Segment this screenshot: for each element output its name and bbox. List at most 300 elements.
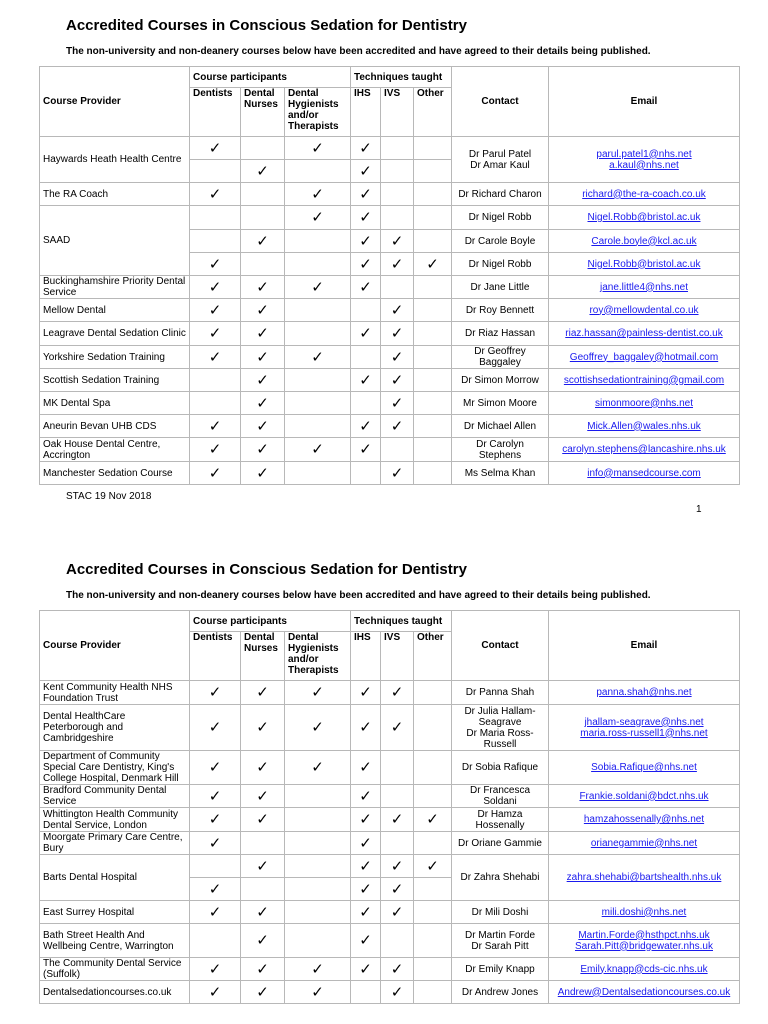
email-link[interactable]: hamzahossenally@nhs.net xyxy=(583,814,705,825)
email-cell xyxy=(549,369,740,392)
dental-nurses-cell xyxy=(241,438,285,462)
email-cell xyxy=(549,322,740,346)
check-icon: ✓ xyxy=(390,684,404,701)
check-icon: ✓ xyxy=(390,960,404,978)
ihs-cell xyxy=(351,681,381,705)
ivs-cell xyxy=(381,346,414,369)
dentists-cell xyxy=(190,751,241,785)
dentists-cell xyxy=(190,253,241,276)
contact-name: Dr Carole Boyle xyxy=(464,235,536,247)
check-icon: ✓ xyxy=(359,232,372,250)
contact-name: Dr Nigel Robb xyxy=(468,258,532,270)
other-cell xyxy=(414,206,452,230)
contact-name: Dr Maria Ross-Russell xyxy=(466,727,534,750)
ihs-cell xyxy=(351,253,381,276)
course-provider-cell: Oak House Dental Centre, Accrington xyxy=(40,438,190,462)
dentists-cell xyxy=(190,369,241,392)
hygienists-cell xyxy=(285,705,351,751)
dental-nurses-cell xyxy=(241,206,285,230)
contact-cell xyxy=(452,230,549,253)
dental-nurses-cell xyxy=(241,299,285,322)
ivs-cell xyxy=(381,705,414,751)
hygienists-cell xyxy=(285,253,351,276)
email-link[interactable]: info@mansedcourse.com xyxy=(587,467,701,479)
email-link[interactable]: roy@mellowdental.co.uk xyxy=(589,304,699,316)
check-icon: ✓ xyxy=(359,834,372,852)
course-provider-cell: Scottish Sedation Training xyxy=(40,369,190,392)
header-email: Email xyxy=(549,67,740,137)
hygienists-cell xyxy=(285,981,351,1004)
contact-name: Dr Carolyn Stephens xyxy=(476,438,524,461)
course-provider-cell: Dentalsedationcourses.co.uk xyxy=(40,981,190,1004)
ivs-cell xyxy=(381,253,414,276)
check-icon: ✓ xyxy=(359,209,372,226)
ivs-cell xyxy=(381,855,414,878)
other-cell xyxy=(414,438,452,462)
dentists-cell xyxy=(190,981,241,1004)
email-link[interactable]: Frankie.soldani@bdct.nhs.uk xyxy=(579,790,709,802)
table-row xyxy=(40,206,740,230)
email-link[interactable]: riaz.hassan@painless-dentist.co.uk xyxy=(565,328,723,339)
ivs-cell xyxy=(381,299,414,322)
check-icon: ✓ xyxy=(208,325,222,342)
ihs-cell xyxy=(351,183,381,206)
email-link[interactable]: Sobia.Rafique@nhs.net xyxy=(591,762,697,773)
check-icon: ✓ xyxy=(256,325,269,342)
dental-nurses-cell xyxy=(241,901,285,924)
ihs-cell xyxy=(351,878,381,901)
dentists-cell xyxy=(190,462,241,485)
email-link[interactable]: Martin.Forde@hsthpct.nhs.uk xyxy=(578,929,710,941)
other-cell xyxy=(414,415,452,438)
other-cell xyxy=(414,681,452,705)
course-provider-cell: Manchester Sedation Course xyxy=(40,462,190,485)
email-link[interactable]: Andrew@Dentalsedationcourses.co.uk xyxy=(557,986,731,998)
check-icon: ✓ xyxy=(359,811,372,828)
email-cell xyxy=(549,346,740,369)
ihs-cell xyxy=(351,346,381,369)
other-cell xyxy=(414,392,452,415)
check-icon: ✓ xyxy=(359,903,372,921)
email-cell xyxy=(549,705,740,751)
check-icon: ✓ xyxy=(256,301,269,319)
hygienists-cell xyxy=(285,392,351,415)
check-icon: ✓ xyxy=(390,255,404,273)
table-row xyxy=(40,183,740,206)
course-provider-cell: Department of Community Special Care Dentistry, King's College Hospital, Denmark Hill xyxy=(40,751,190,785)
ivs-cell xyxy=(381,958,414,981)
check-icon: ✓ xyxy=(256,162,269,180)
hygienists-cell xyxy=(285,415,351,438)
dentists-cell xyxy=(190,322,241,346)
check-icon: ✓ xyxy=(311,960,324,978)
ihs-cell xyxy=(351,785,381,808)
header-contact: Contact xyxy=(452,67,549,137)
email-cell xyxy=(549,751,740,785)
check-icon: ✓ xyxy=(208,139,222,157)
email-cell xyxy=(549,981,740,1004)
ihs-cell xyxy=(351,751,381,785)
check-icon: ✓ xyxy=(208,983,222,1001)
email-cell xyxy=(549,438,740,462)
email-link[interactable]: orianegammie@nhs.net xyxy=(590,837,698,849)
dentists-cell xyxy=(190,901,241,924)
contact-cell xyxy=(452,322,549,346)
email-link[interactable]: carolyn.stephens@lancashire.nhs.uk xyxy=(562,444,726,455)
hygienists-cell xyxy=(285,832,351,855)
check-icon: ✓ xyxy=(256,811,269,828)
email-link[interactable]: parul.patel1@nhs.net xyxy=(596,148,692,160)
ivs-cell xyxy=(381,462,414,485)
check-icon: ✓ xyxy=(256,903,269,921)
check-icon: ✓ xyxy=(390,903,404,921)
contact-name: Dr Sarah Pitt xyxy=(471,940,529,952)
dentists-cell xyxy=(190,346,241,369)
check-icon: ✓ xyxy=(359,932,372,949)
header-course-provider: Course Provider xyxy=(40,67,190,137)
email-link[interactable]: richard@the-ra-coach.co.uk xyxy=(582,188,706,200)
other-cell xyxy=(414,322,452,346)
table-row xyxy=(40,981,740,1004)
check-icon: ✓ xyxy=(390,880,404,898)
email-cell xyxy=(549,832,740,855)
ihs-cell xyxy=(351,808,381,832)
email-link[interactable]: Geoffrey_baggaley@hotmail.com xyxy=(569,351,719,363)
header-course-participants: Course participants xyxy=(190,67,351,88)
course-provider-cell: MK Dental Spa xyxy=(40,392,190,415)
other-cell xyxy=(414,253,452,276)
contact-name: Dr Richard Charon xyxy=(458,188,542,200)
page-title: Accredited Courses in Conscious Sedation for Dentistry xyxy=(66,17,467,34)
email-cell xyxy=(549,958,740,981)
check-icon: ✓ xyxy=(208,811,222,828)
table-row xyxy=(40,415,740,438)
table-row xyxy=(40,369,740,392)
check-icon: ✓ xyxy=(359,325,372,342)
email-link[interactable]: mili.doshi@nhs.net xyxy=(601,906,687,918)
hygienists-cell xyxy=(285,681,351,705)
dentists-cell xyxy=(190,299,241,322)
other-cell xyxy=(414,299,452,322)
check-icon: ✓ xyxy=(256,684,269,701)
dental-nurses-cell xyxy=(241,369,285,392)
contact-cell xyxy=(452,785,549,808)
course-provider-cell: Dental HealthCare Peterborough and Cambridgeshire xyxy=(40,705,190,751)
dentists-cell xyxy=(190,160,241,183)
dental-nurses-cell xyxy=(241,160,285,183)
ivs-cell xyxy=(381,160,414,183)
check-icon: ✓ xyxy=(359,139,372,157)
ihs-cell xyxy=(351,832,381,855)
email-link[interactable]: Carole.boyle@kcl.ac.uk xyxy=(591,235,697,247)
check-icon: ✓ xyxy=(208,441,222,458)
check-icon: ✓ xyxy=(359,960,372,978)
hygienists-cell xyxy=(285,785,351,808)
ivs-cell xyxy=(381,924,414,958)
header-dentists: Dentists xyxy=(190,88,241,137)
contact-name: Dr Roy Bennett xyxy=(465,304,535,316)
dental-nurses-cell xyxy=(241,751,285,785)
contact-name: Dr Jane Little xyxy=(470,281,530,293)
dental-nurses-cell xyxy=(241,322,285,346)
contact-name: Dr Mili Doshi xyxy=(471,906,529,918)
other-cell xyxy=(414,924,452,958)
hygienists-cell xyxy=(285,878,351,901)
ivs-cell xyxy=(381,901,414,924)
check-icon: ✓ xyxy=(208,185,222,203)
dental-nurses-cell xyxy=(241,958,285,981)
dental-nurses-cell xyxy=(241,346,285,369)
dentists-cell xyxy=(190,137,241,160)
check-icon: ✓ xyxy=(390,301,404,319)
ivs-cell xyxy=(381,415,414,438)
check-icon: ✓ xyxy=(256,232,269,250)
contact-cell xyxy=(452,808,549,832)
dentists-cell xyxy=(190,392,241,415)
ivs-cell xyxy=(381,878,414,901)
table-row xyxy=(40,438,740,462)
dental-nurses-cell xyxy=(241,855,285,878)
table-row xyxy=(40,785,740,808)
contact-name: Dr Sobia Rafique xyxy=(461,762,539,773)
check-icon: ✓ xyxy=(359,185,372,203)
header-course-participants: Course participants xyxy=(190,611,351,632)
page-number: 1 xyxy=(696,504,702,515)
ivs-cell xyxy=(381,206,414,230)
check-icon: ✓ xyxy=(256,787,269,805)
email-cell xyxy=(549,415,740,438)
header-hygienists: Dental Hygienists and/or Therapists xyxy=(285,632,351,681)
course-provider-cell: Yorkshire Sedation Training xyxy=(40,346,190,369)
contact-cell xyxy=(452,705,549,751)
table-row xyxy=(40,705,740,751)
email-link[interactable]: panna.shah@nhs.net xyxy=(596,687,692,698)
contact-name: Dr Riaz Hassan xyxy=(464,328,536,339)
table-row xyxy=(40,751,740,785)
footer-note: STAC 19 Nov 2018 xyxy=(66,491,152,502)
table-row xyxy=(40,276,740,299)
table-row xyxy=(40,901,740,924)
dentists-cell xyxy=(190,276,241,299)
ivs-cell xyxy=(381,230,414,253)
contact-name: Dr Zahra Shehabi xyxy=(460,872,540,883)
dentists-cell xyxy=(190,183,241,206)
dental-nurses-cell xyxy=(241,924,285,958)
dentists-cell xyxy=(190,878,241,901)
header-ihs: IHS xyxy=(351,632,381,681)
course-provider-cell: Moorgate Primary Care Centre, Bury xyxy=(40,832,190,855)
ivs-cell xyxy=(381,808,414,832)
check-icon: ✓ xyxy=(390,232,404,250)
ivs-cell xyxy=(381,681,414,705)
email-link[interactable]: simonmoore@nhs.net xyxy=(595,397,693,409)
courses-table xyxy=(39,66,740,485)
page-subtitle: The non-university and non-deanery courses below have been accredited and have agreed to their details being published. xyxy=(66,590,651,601)
check-icon: ✓ xyxy=(311,185,324,203)
contact-name: Dr Simon Morrow xyxy=(461,374,539,386)
ihs-cell xyxy=(351,230,381,253)
header-hygienists: Dental Hygienists and/or Therapists xyxy=(285,88,351,137)
email-link[interactable]: Sarah.Pitt@bridgewater.nhs.uk xyxy=(574,940,713,952)
check-icon: ✓ xyxy=(208,278,222,296)
check-icon: ✓ xyxy=(256,441,269,458)
dental-nurses-cell xyxy=(241,785,285,808)
dental-nurses-cell xyxy=(241,253,285,276)
email-link[interactable]: zahra.shehabi@bartshealth.nhs.uk xyxy=(566,872,722,883)
ivs-cell xyxy=(381,392,414,415)
header-techniques-taught: Techniques taught xyxy=(351,611,452,632)
email-cell xyxy=(549,924,740,958)
ihs-cell xyxy=(351,322,381,346)
course-provider-cell: East Surrey Hospital xyxy=(40,901,190,924)
contact-name: Ms Selma Khan xyxy=(464,467,536,479)
hygienists-cell xyxy=(285,183,351,206)
email-link[interactable]: maria.ross-russell1@nhs.net xyxy=(580,727,708,739)
contact-cell xyxy=(452,137,549,183)
course-provider-cell: Bradford Community Dental Service xyxy=(40,785,190,808)
check-icon: ✓ xyxy=(359,684,372,701)
check-icon: ✓ xyxy=(359,417,372,435)
contact-name: Mr Simon Moore xyxy=(463,397,537,409)
check-icon: ✓ xyxy=(256,960,269,978)
ivs-cell xyxy=(381,751,414,785)
hygienists-cell xyxy=(285,160,351,183)
check-icon: ✓ xyxy=(426,255,439,273)
dentists-cell xyxy=(190,832,241,855)
course-provider-cell: Kent Community Health NHS Foundation Trust xyxy=(40,681,190,705)
ivs-cell xyxy=(381,438,414,462)
email-link[interactable]: Mick.Allen@wales.nhs.uk xyxy=(587,420,701,432)
check-icon: ✓ xyxy=(208,719,222,736)
other-cell xyxy=(414,855,452,878)
ihs-cell xyxy=(351,958,381,981)
dentists-cell xyxy=(190,705,241,751)
ivs-cell xyxy=(381,137,414,160)
email-cell xyxy=(549,299,740,322)
check-icon: ✓ xyxy=(359,255,372,273)
email-cell xyxy=(549,392,740,415)
email-link[interactable]: Emily.knapp@cds-cic.nhs.uk xyxy=(580,963,708,975)
check-icon: ✓ xyxy=(256,464,269,482)
contact-cell xyxy=(452,346,549,369)
dentists-cell xyxy=(190,681,241,705)
ihs-cell xyxy=(351,276,381,299)
ivs-cell xyxy=(381,276,414,299)
check-icon: ✓ xyxy=(256,983,269,1001)
dentists-cell xyxy=(190,785,241,808)
dentists-cell xyxy=(190,415,241,438)
check-icon: ✓ xyxy=(390,719,404,736)
other-cell xyxy=(414,462,452,485)
contact-name: Dr Francesca Soldani xyxy=(469,785,530,807)
check-icon: ✓ xyxy=(359,880,372,898)
check-icon: ✓ xyxy=(208,417,222,435)
hygienists-cell xyxy=(285,206,351,230)
dentists-cell xyxy=(190,958,241,981)
dental-nurses-cell xyxy=(241,705,285,751)
table-row xyxy=(40,958,740,981)
hygienists-cell xyxy=(285,276,351,299)
course-provider-cell: Haywards Heath Health Centre xyxy=(40,137,190,183)
check-icon: ✓ xyxy=(359,162,372,180)
table-row xyxy=(40,832,740,855)
course-provider-cell: Buckinghamshire Priority Dental Service xyxy=(40,276,190,299)
ihs-cell xyxy=(351,462,381,485)
page-subtitle: The non-university and non-deanery courses below have been accredited and have agreed to their details being published. xyxy=(66,46,651,57)
other-cell xyxy=(414,958,452,981)
ihs-cell xyxy=(351,369,381,392)
hygienists-cell xyxy=(285,346,351,369)
header-ihs: IHS xyxy=(351,88,381,137)
email-link[interactable]: jhallam-seagrave@nhs.net xyxy=(584,716,704,728)
hygienists-cell xyxy=(285,438,351,462)
hygienists-cell xyxy=(285,230,351,253)
check-icon: ✓ xyxy=(311,441,324,458)
ivs-cell xyxy=(381,832,414,855)
hygienists-cell xyxy=(285,808,351,832)
check-icon: ✓ xyxy=(390,348,404,366)
email-cell xyxy=(549,137,740,183)
contact-name: Dr Parul Patel xyxy=(468,148,532,160)
contact-name: Dr Andrew Jones xyxy=(461,986,539,998)
dental-nurses-cell xyxy=(241,392,285,415)
header-dental-nurses: Dental Nurses xyxy=(241,88,285,137)
email-cell xyxy=(549,785,740,808)
other-cell xyxy=(414,808,452,832)
other-cell xyxy=(414,785,452,808)
check-icon: ✓ xyxy=(311,759,324,776)
ihs-cell xyxy=(351,392,381,415)
email-link[interactable]: Nigel.Robb@bristol.ac.uk xyxy=(587,258,701,270)
contact-cell xyxy=(452,901,549,924)
check-icon: ✓ xyxy=(208,960,222,978)
course-provider-cell: Bath Street Health And Wellbeing Centre, Warrington xyxy=(40,924,190,958)
hygienists-cell xyxy=(285,924,351,958)
check-icon: ✓ xyxy=(359,787,372,805)
check-icon: ✓ xyxy=(256,759,269,776)
check-icon: ✓ xyxy=(390,464,404,482)
contact-name: Dr Geoffrey Baggaley xyxy=(474,346,526,368)
check-icon: ✓ xyxy=(390,325,404,342)
header-ivs: IVS xyxy=(381,88,414,137)
check-icon: ✓ xyxy=(208,301,222,319)
header-other: Other xyxy=(414,632,452,681)
contact-name: Dr Michael Allen xyxy=(463,420,537,432)
email-link[interactable]: scottishsedationtraining@gmail.com xyxy=(563,374,725,386)
other-cell xyxy=(414,137,452,160)
ihs-cell xyxy=(351,206,381,230)
email-cell xyxy=(549,855,740,901)
dental-nurses-cell xyxy=(241,415,285,438)
check-icon: ✓ xyxy=(390,811,404,828)
other-cell xyxy=(414,160,452,183)
email-cell xyxy=(549,183,740,206)
course-provider-cell: SAAD xyxy=(40,206,190,276)
email-link[interactable]: a.kaul@nhs.net xyxy=(609,159,679,171)
check-icon: ✓ xyxy=(256,932,269,949)
contact-name: Dr Hamza Hossenally xyxy=(475,808,525,831)
check-icon: ✓ xyxy=(311,209,324,226)
header-techniques-taught: Techniques taught xyxy=(351,67,452,88)
ihs-cell xyxy=(351,924,381,958)
hygienists-cell xyxy=(285,322,351,346)
check-icon: ✓ xyxy=(208,759,222,776)
email-link[interactable]: Nigel.Robb@bristol.ac.uk xyxy=(587,212,701,223)
contact-cell xyxy=(452,183,549,206)
email-link[interactable]: jane.little4@nhs.net xyxy=(600,281,688,293)
check-icon: ✓ xyxy=(311,348,324,366)
hygienists-cell xyxy=(285,751,351,785)
